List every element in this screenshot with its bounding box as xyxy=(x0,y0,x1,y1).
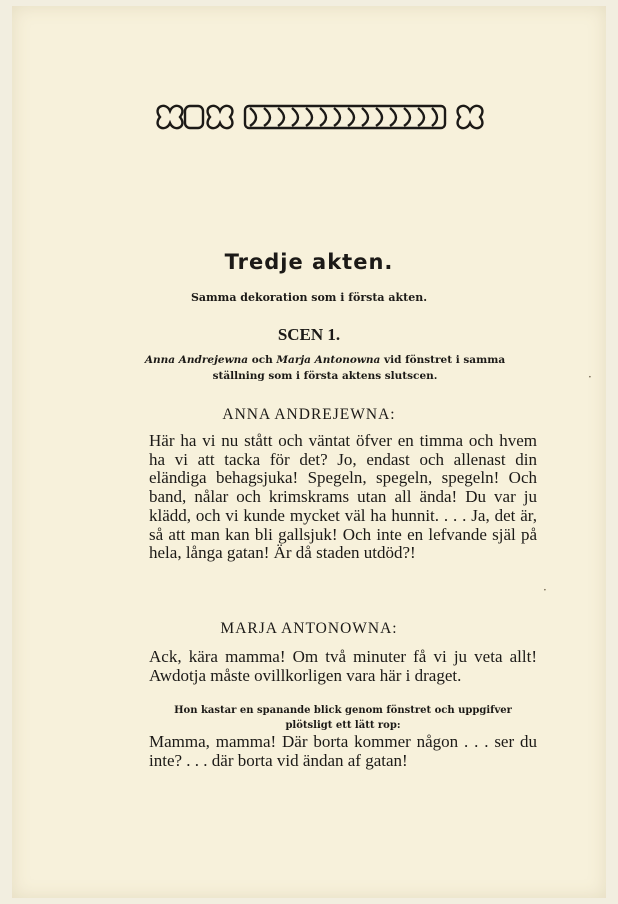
stage-direction-window: Hon kastar en spanande blick genom fönstret och uppgifver plötsligt ett lätt rop: xyxy=(174,705,512,731)
speech-anna: Här ha vi nu stått och väntat öfver en timma och hvem ha vi att tacka för det? Jo, endast och allenast din eländiga behagsjuka! Spegeln, spegeln, spegeln! Och band, nålar och krimskrams utan all ända! Du var ju klädd, och vi kunde mycket väl ha hunnit. . . . Ja, det är, så att man kan bli gallsjuk! Och inte en lefvande själ på hela, långa gatan! Är då staden utdöd?! xyxy=(149,431,537,563)
character-name-anna: Anna Andrejewna xyxy=(144,354,249,366)
speaker-anna: ANNA ANDREJEWNA: xyxy=(222,406,396,423)
margin-mark: · xyxy=(588,370,592,384)
speech-marja-1: Ack, kära mamma! Om två minuter få vi ju veta allt! Awdotja måste ovillkorligen vara här i draget. xyxy=(149,647,537,685)
ornamental-border xyxy=(150,100,490,134)
opening-stage-direction xyxy=(140,352,510,384)
margin-mark: · xyxy=(543,583,547,597)
act-title: Tredje akten. xyxy=(224,250,394,274)
opening-direction-text: vid fönstret i samma ställning som i första aktens slutscen. xyxy=(212,354,506,382)
speech-marja-2: Mamma, mamma! Där borta kommer någon . . . ser du inte? . . . där borta vid ändan af gatan! xyxy=(149,732,537,770)
scene-title: SCEN 1. xyxy=(277,325,341,344)
speaker-marja: MARJA ANTONOWNA: xyxy=(220,620,398,637)
character-name-marja: Marja Antonowna xyxy=(276,354,381,366)
setting-note: Samma dekoration som i första akten. xyxy=(190,291,428,304)
conjunction: och xyxy=(248,354,277,366)
